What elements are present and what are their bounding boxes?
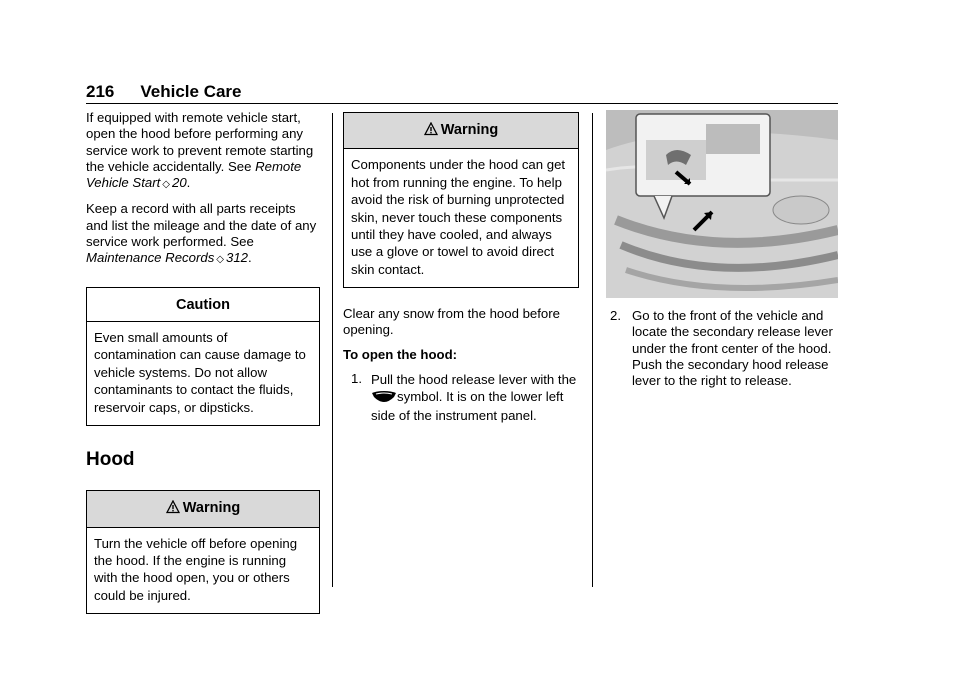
warning-header xyxy=(344,113,578,149)
remote-start-link[interactable]: Remote Vehicle Start xyxy=(86,158,302,191)
open-hood-label: To open the hood: xyxy=(343,346,458,362)
hot-components-warning-box xyxy=(343,112,579,288)
warning-triangle-icon xyxy=(166,500,180,518)
warning-body: Turn the vehicle off before opening the hood. If the engine is running with the hood open, you or others could be injured. xyxy=(94,535,298,603)
column-divider-2 xyxy=(592,113,593,587)
records-paragraph: Keep a record with all parts receipts and list the mileage and the date of any service work performed. See Maintenance Records ◇ 312. xyxy=(86,201,317,266)
hood-warning-box xyxy=(86,490,320,614)
step-1: 1. Pull the hood release lever with the symbol. It is on the lower left side of the instrument panel. xyxy=(351,371,577,424)
page-number: 216 xyxy=(86,82,115,101)
column-divider-1 xyxy=(332,113,333,587)
page-ref-icon: ◇ xyxy=(216,254,224,266)
maintenance-records-ref[interactable]: 312 xyxy=(226,250,249,266)
step-2 xyxy=(606,308,838,389)
maintenance-records-link[interactable]: Maintenance Records xyxy=(86,250,215,266)
page-ref-icon: ◇ xyxy=(162,179,170,191)
caution-box xyxy=(86,287,320,426)
step-number: 1. xyxy=(351,371,362,387)
warning-title: Warning xyxy=(182,500,241,517)
warning-triangle-icon xyxy=(424,122,438,140)
column-2 xyxy=(343,110,579,424)
hood-heading: Hood xyxy=(86,449,135,470)
page-header xyxy=(86,82,838,102)
caution-title: Caution xyxy=(87,288,319,322)
snow-paragraph: Clear any snow from the hood before opening. xyxy=(343,306,560,338)
hood-release-vehicle-icon xyxy=(371,390,397,407)
warning-body: Components under the hood can get hot from running the engine. To help avoid the risk of burning unprotected skin, never touch these components until they have cooled, and always use a glove or towel to avoid direct skin contact. xyxy=(351,157,566,277)
header-rule xyxy=(86,103,838,104)
warning-title: Warning xyxy=(440,122,499,138)
warning-header xyxy=(87,491,319,527)
remote-start-ref[interactable]: 20 xyxy=(171,175,187,191)
column-3 xyxy=(606,110,838,389)
hood-release-illustration xyxy=(606,110,838,298)
step-2-text: Go to the front of the vehicle and locate the secondary release lever under the front center of the hood. Push the secondary hood release lever to the right to release. xyxy=(632,308,833,389)
step-number: 2. xyxy=(610,308,621,323)
caution-body: Even small amounts of contamination can cause damage to vehicle systems. Do not allow contaminants to contact the fluids, reservoir caps, or dipsticks. xyxy=(94,329,306,415)
section-title: Vehicle Care xyxy=(140,82,242,101)
remote-start-paragraph: If equipped with remote vehicle start, open the hood before performing any service work to prevent remote starting the vehicle accidentally. See Remote Vehicle Start ◇ 20. xyxy=(86,110,314,191)
column-1 xyxy=(86,110,320,626)
